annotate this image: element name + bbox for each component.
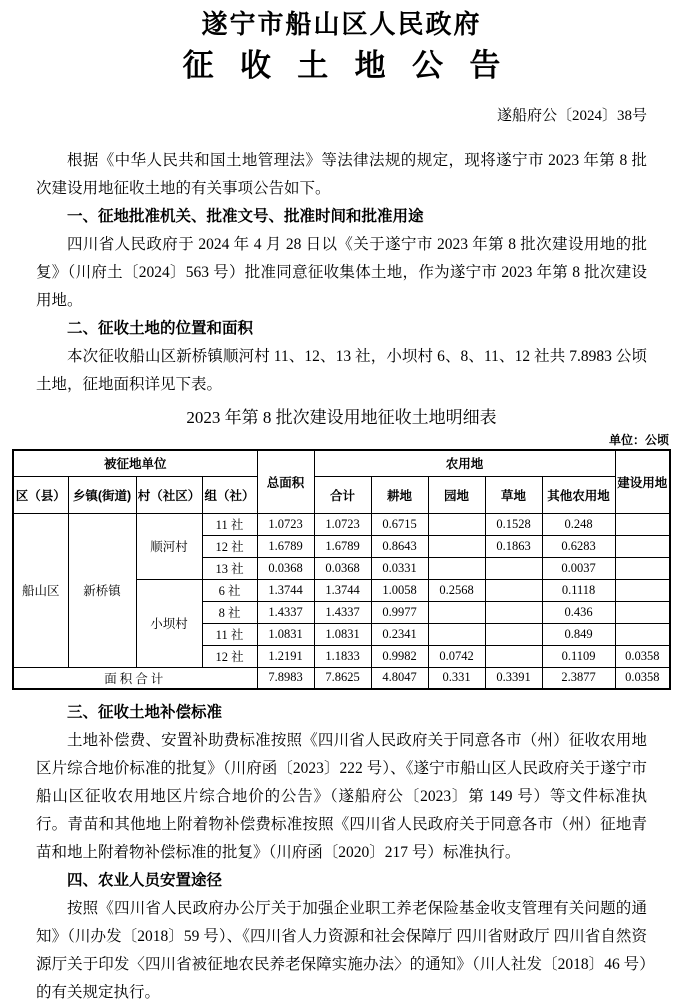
cell-other-farm: 0.6283 — [542, 535, 615, 557]
section-2-paragraph: 本次征收船山区新桥镇顺河村 11、12、13 社，小坝村 6、8、11、12 社共 7.8983 公顷土地，征地面积详见下表。 — [36, 348, 647, 393]
cell-total: 0.0368 — [257, 557, 314, 579]
col-header-other-farmland: 其他农用地 — [542, 476, 615, 513]
cell-grass: 0.1528 — [485, 513, 542, 535]
cell-group: 13 社 — [202, 557, 257, 579]
cell-group: 11 社 — [202, 513, 257, 535]
cell-construction: 0.0358 — [615, 667, 670, 689]
cell-village-1: 顺河村 — [136, 513, 202, 579]
cell-farm-total: 1.0831 — [314, 623, 371, 645]
cell-grass: 0.1863 — [485, 535, 542, 557]
cell-garden: 0.0742 — [428, 645, 485, 667]
col-header-town: 乡镇(街道) — [68, 476, 136, 513]
col-header-construction-land: 建设用地 — [615, 450, 670, 513]
cell-group: 8 社 — [202, 601, 257, 623]
cell-garden: 0.2568 — [428, 579, 485, 601]
cell-total: 1.0723 — [257, 513, 314, 535]
table-row — [13, 513, 670, 535]
cell-total: 1.6789 — [257, 535, 314, 557]
cell-farm-total: 7.8625 — [314, 667, 371, 689]
cell-other-farm: 0.1118 — [542, 579, 615, 601]
col-header-village: 村（社区） — [136, 476, 202, 513]
land-detail-table — [12, 449, 671, 690]
cell-total: 1.0831 — [257, 623, 314, 645]
cell-garden — [428, 601, 485, 623]
cell-total: 7.8983 — [257, 667, 314, 689]
cell-total: 1.2191 — [257, 645, 314, 667]
cell-other-farm: 0.1109 — [542, 645, 615, 667]
cell-garden — [428, 535, 485, 557]
col-header-farm-subtotal: 合计 — [314, 476, 371, 513]
col-header-total-area: 总面积 — [257, 450, 314, 513]
col-header-district: 区（县） — [13, 476, 68, 513]
cell-other-farm: 0.0037 — [542, 557, 615, 579]
cell-garden — [428, 623, 485, 645]
section-4-paragraph: 按照《四川省人民政府办公厅关于加强企业职工养老保险基金收支管理有关问题的通知》（川办发〔2018〕59 号）、《四川省人力资源和社会保障厅 四川省财政厅 四川省自然资源厅关于印发〈四川省被征地农民养老保障实施办法〉的通知》（川人社发〔2018〕46 号）的有关规定执行。 — [36, 900, 647, 1001]
cell-total: 1.3744 — [257, 579, 314, 601]
cell-garden: 0.331 — [428, 667, 485, 689]
cell-farm-total: 1.6789 — [314, 535, 371, 557]
cell-total-label: 面积合计 — [13, 667, 257, 689]
col-header-group: 组（社） — [202, 476, 257, 513]
cell-group: 12 社 — [202, 645, 257, 667]
cell-grass — [485, 557, 542, 579]
cell-grass — [485, 579, 542, 601]
cell-construction — [615, 513, 670, 535]
col-header-cultivated-land: 耕地 — [371, 476, 428, 513]
cell-garden — [428, 557, 485, 579]
col-header-expropriated-unit: 被征地单位 — [13, 450, 257, 476]
cell-garden — [428, 513, 485, 535]
cell-other-farm: 0.248 — [542, 513, 615, 535]
cell-cultivated: 4.8047 — [371, 667, 428, 689]
cell-other-farm: 0.849 — [542, 623, 615, 645]
cell-district: 船山区 — [13, 513, 68, 667]
cell-cultivated: 0.9977 — [371, 601, 428, 623]
col-header-farmland: 农用地 — [314, 450, 615, 476]
cell-total: 1.4337 — [257, 601, 314, 623]
section-3-paragraph: 土地补偿费、安置补助费标准按照《四川省人民政府关于同意各市（州）征收农用地区片综合地价标准的批复》（川府函〔2023〕222 号）、《遂宁市船山区人民政府关于遂宁市船山区征收农用地区片综合地价的公告》（遂船府公〔2023〕第 149 号）等文件标准执行。青苗和其他地上附着物补偿费标准按照《四川省人民政府关于同意各市（州）征地青苗和地上附着物补偿标准的批复》（川府函〔2020〕217 号）标准执行。 — [36, 732, 647, 861]
col-header-garden-land: 园地 — [428, 476, 485, 513]
cell-other-farm: 2.3877 — [542, 667, 615, 689]
cell-cultivated: 0.6715 — [371, 513, 428, 535]
doc-number: 遂船府公〔2024〕38号 — [496, 108, 647, 124]
cell-cultivated: 0.9982 — [371, 645, 428, 667]
cell-construction — [615, 623, 670, 645]
cell-construction — [615, 579, 670, 601]
cell-grass — [485, 601, 542, 623]
cell-grass — [485, 623, 542, 645]
cell-farm-total: 1.4337 — [314, 601, 371, 623]
col-header-grassland: 草地 — [485, 476, 542, 513]
cell-cultivated: 1.0058 — [371, 579, 428, 601]
org-title: 遂宁市船山区人民政府 — [201, 9, 482, 39]
section-1-heading: 一、征地批准机关、批准文号、批准时间和批准用途 — [67, 208, 424, 225]
cell-group: 11 社 — [202, 623, 257, 645]
cell-village-2: 小坝村 — [136, 579, 202, 667]
cell-farm-total: 1.3744 — [314, 579, 371, 601]
table-total-row — [13, 667, 670, 689]
cell-group: 6 社 — [202, 579, 257, 601]
cell-construction: 0.0358 — [615, 645, 670, 667]
cell-other-farm: 0.436 — [542, 601, 615, 623]
cell-cultivated: 0.0331 — [371, 557, 428, 579]
table-title: 2023 年第 8 批次建设用地征收土地明细表 — [186, 408, 497, 427]
cell-construction — [615, 535, 670, 557]
cell-farm-total: 1.1833 — [314, 645, 371, 667]
cell-grass — [485, 645, 542, 667]
section-4-heading: 四、农业人员安置途径 — [67, 872, 223, 889]
table-unit-label: 单位：公顷 — [608, 433, 669, 447]
cell-town: 新桥镇 — [68, 513, 136, 667]
intro-paragraph: 根据《中华人民共和国土地管理法》等法律法规的规定，现将遂宁市 2023 年第 8 批次建设用地征收土地的有关事项公告如下。 — [36, 152, 647, 197]
land-table-block — [12, 405, 671, 690]
cell-construction — [615, 601, 670, 623]
section-1-paragraph: 四川省人民政府于 2024 年 4 月 28 日以《关于遂宁市 2023 年第 8 批次建设用地的批复》（川府土〔2024〕563 号）批准同意征收集体土地，作为遂宁市 2023 年第 8 批次建设用地。 — [36, 236, 647, 309]
cell-farm-total: 0.0368 — [314, 557, 371, 579]
section-3-heading: 三、征收土地补偿标准 — [67, 704, 223, 721]
cell-group: 12 社 — [202, 535, 257, 557]
cell-farm-total: 1.0723 — [314, 513, 371, 535]
cell-construction — [615, 557, 670, 579]
cell-cultivated: 0.2341 — [371, 623, 428, 645]
section-2-heading: 二、征收土地的位置和面积 — [67, 320, 254, 337]
doc-title: 征收土地公告 — [182, 48, 527, 83]
cell-cultivated: 0.8643 — [371, 535, 428, 557]
cell-grass: 0.3391 — [485, 667, 542, 689]
